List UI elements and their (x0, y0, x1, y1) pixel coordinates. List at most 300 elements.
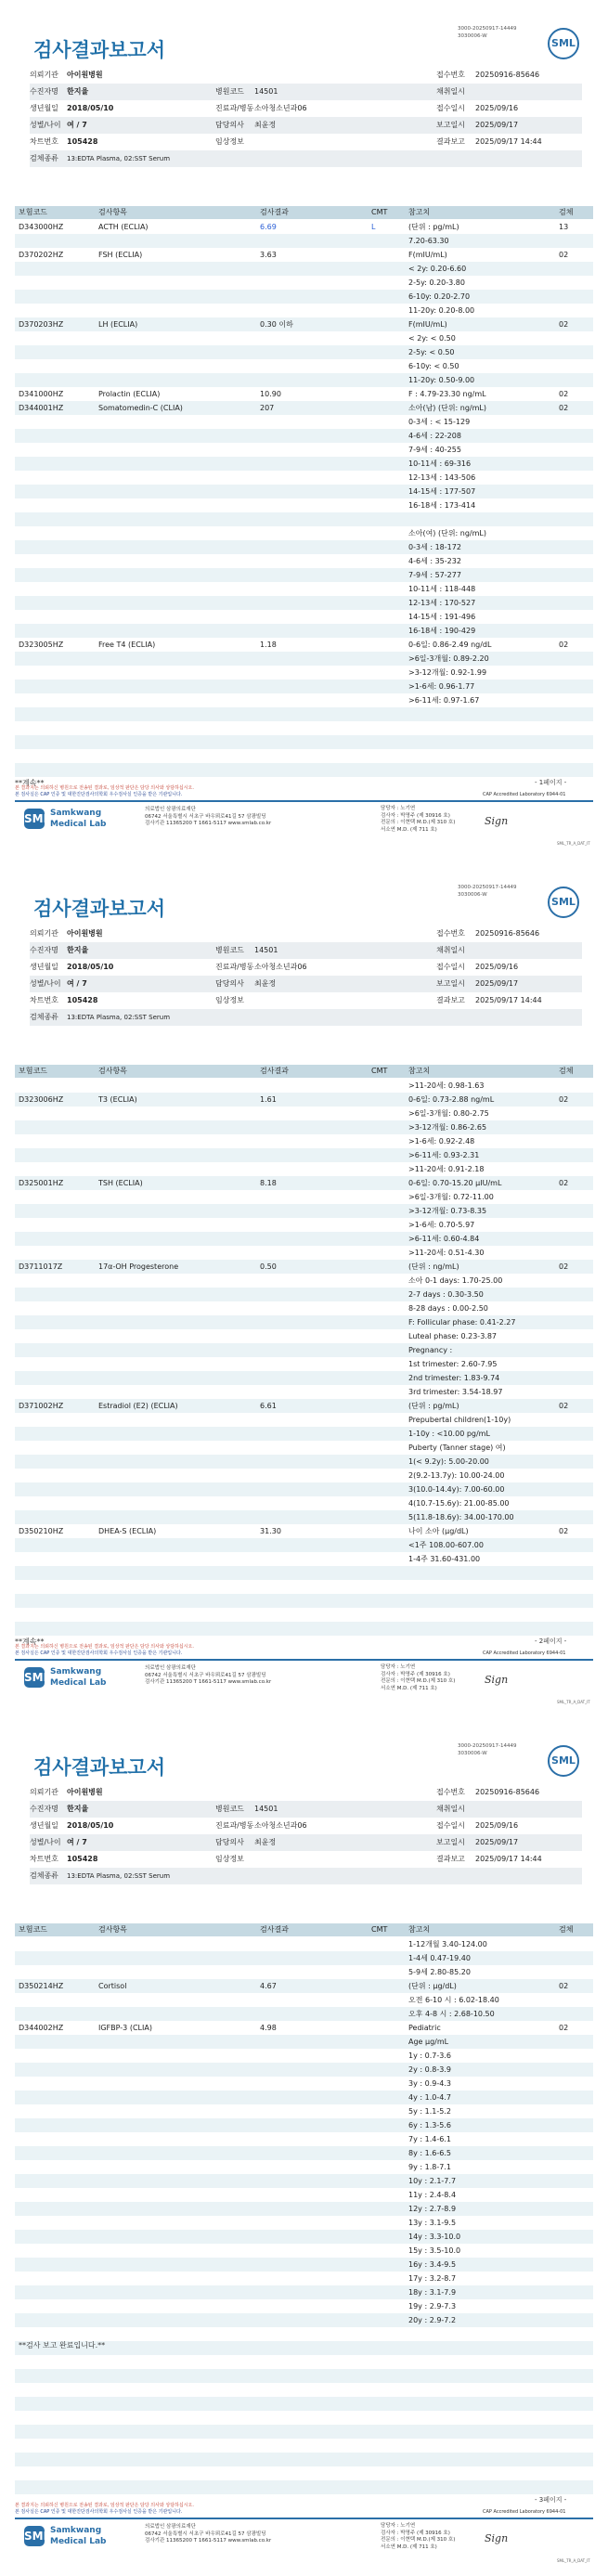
table-row (15, 485, 593, 498)
table-row (15, 1455, 593, 1469)
chart-label: 차트번호 (30, 1855, 58, 1863)
document-number: 3000-20250917-14449 3030006-W (458, 1743, 517, 1756)
table-row (15, 624, 593, 638)
table-row (15, 345, 593, 359)
signer-line: 담당자 : 노기연 (381, 2523, 416, 2529)
sexage-value: 여 / 7 (67, 979, 87, 988)
page-title: 검사결과보고서 (33, 898, 166, 920)
table-row (15, 290, 593, 304)
org-label: 의뢰기관 (30, 1788, 58, 1796)
table-row (15, 1218, 593, 1232)
table-row (15, 1510, 593, 1524)
disclaimer (15, 1644, 442, 1657)
signers (381, 2523, 455, 2551)
cell-item: TSH (ECLIA) (98, 1179, 143, 1187)
cell-ref: >6일-3개월: 0.72-11.00 (408, 1193, 494, 1201)
patient-value: 한지율 (67, 946, 89, 954)
table-row (15, 373, 593, 387)
table-row (15, 693, 593, 707)
cell-ref: 11y : 2.4-8.4 (408, 2191, 457, 2199)
table-row (15, 2216, 593, 2230)
specimen-value: 13:EDTA Plasma, 02:SST Serum (67, 1872, 171, 1880)
table-row (15, 680, 593, 693)
doctor-label: 담당의사 (215, 121, 244, 129)
report-page (0, 0, 608, 859)
birth-label: 생년월일 (30, 1821, 58, 1830)
cell-ref: (단위 : pg/mL) (408, 223, 459, 231)
header-row (30, 942, 582, 959)
cell-result: 0.50 (260, 1262, 277, 1271)
cell-ref: <1주 108.00-607.00 (408, 1541, 484, 1549)
table-row (15, 2355, 593, 2369)
cell-ref: >1-6세: 0.70-5.97 (408, 1221, 475, 1229)
dept-label: 진료과/병동 (215, 963, 254, 971)
cell-ref: 5(11.8-18.6y): 34.00-170.00 (408, 1513, 514, 1521)
ward-value: 14501 (254, 87, 278, 96)
signers (381, 1664, 455, 1692)
cell-item: Estradiol (E2) (ECLIA) (98, 1402, 178, 1410)
table-row (15, 2327, 593, 2341)
cell-code: D341000HZ (19, 390, 64, 398)
cell-code: D350210HZ (19, 1527, 64, 1535)
table-row (15, 1246, 593, 1260)
cell-ref: 1-4세 0.47-19.40 (408, 1954, 471, 1962)
cap-accreditation: CAP Accredited Laboratory 6944-01 (483, 2509, 566, 2515)
cell-ref: >3-12개월: 0.92-1.99 (408, 668, 487, 677)
recv-date-value: 2025/09/16 (475, 963, 519, 971)
cell-ref: 16y : 3.4-9.5 (408, 2260, 457, 2269)
table-row (15, 2188, 593, 2202)
results-table-header (15, 1923, 593, 1936)
table-row (15, 1608, 593, 1622)
cell-ref: 오후 4-8 시 : 2.68-10.50 (408, 2010, 495, 2018)
collect-label: 채취일시 (436, 946, 465, 954)
cell-ref: 0-3세 : < 15-129 (408, 418, 471, 426)
cell-item: DHEA-S (ECLIA) (98, 1527, 157, 1535)
footer-divider (15, 800, 593, 802)
table-row (15, 1329, 593, 1343)
report-value: 2025/09/17 (475, 1838, 519, 1846)
cell-ref: 4y : 1.0-4.7 (408, 2093, 451, 2102)
table-row (15, 1274, 593, 1288)
cell-ref: F(mIU/mL) (408, 320, 447, 329)
result-value: 2025/09/17 14:44 (475, 996, 542, 1004)
cell-code: D370203HZ (19, 320, 64, 329)
result-value: 2025/09/17 14:44 (475, 1855, 542, 1863)
cell-ref: >1-6세: 0.92-2.48 (408, 1137, 475, 1146)
cell-ref: 5-9세 2.80-85.20 (408, 1968, 471, 1976)
table-row (15, 317, 593, 331)
dept-value: 소아청소년과06 (254, 1821, 307, 1830)
table-row (15, 1148, 593, 1162)
table-row (15, 1594, 593, 1608)
signature: Sign (485, 2532, 509, 2544)
report-value: 2025/09/17 (475, 121, 519, 129)
cell-item: 17α-OH Progesterone (98, 1262, 179, 1271)
sexage-label: 성별/나이 (30, 979, 61, 988)
table-row (15, 1176, 593, 1190)
disclaimer-line-2: 본 검사실은 CAP 인증 및 대한진단검사의학회 우수검사실 인증을 받은 기관입니다. (15, 1650, 183, 1656)
table-row (15, 2174, 593, 2188)
address-line: 검사기관 11365200 T 1661-5117 www.smlab.co.kr (145, 821, 272, 826)
signer-line: 전문의 : 이현택 M.D.(제 310 호) (381, 1678, 456, 1684)
address-line: 06742 서울특별시 서초구 바우뫼로41길 57 삼광빌딩 (145, 1672, 266, 1678)
cell-ref: 4-6세 : 35-232 (408, 557, 461, 565)
cell-ref: >11-20세: 0.91-2.18 (408, 1165, 485, 1173)
table-row (15, 2063, 593, 2077)
table-row (15, 401, 593, 415)
cell-ref: 0-6일: 0.70-15.20 µIU/mL (408, 1179, 502, 1187)
patient-label: 수진자명 (30, 946, 58, 954)
table-row (15, 1107, 593, 1120)
table-row (15, 707, 593, 721)
result-label: 결과보고 (436, 1855, 465, 1863)
column-header-result: 검사결과 (260, 1925, 289, 1934)
table-row (15, 1204, 593, 1218)
table-row (15, 2202, 593, 2216)
page-number: - 1페이지 - (535, 779, 567, 786)
patient-value: 한지율 (67, 87, 89, 96)
cell-result: 1.18 (260, 641, 277, 649)
cell-spec: 02 (559, 2024, 569, 2032)
cell-ref: < 2y: < 0.50 (408, 334, 456, 343)
header-row (30, 134, 582, 150)
cell-item: IGFBP-3 (CLIA) (98, 2024, 152, 2032)
patient-label: 수진자명 (30, 1805, 58, 1813)
cell-ref: F: Follicular phase: 0.41-2.27 (408, 1318, 516, 1327)
patient-label: 수진자명 (30, 87, 58, 96)
company-address (145, 1665, 271, 1687)
result-label: 결과보고 (436, 137, 465, 146)
signer-line: 검사자 : 박명주 (제 30916 호) (381, 812, 450, 819)
table-row (15, 2425, 593, 2439)
table-row (15, 512, 593, 526)
company-name-1: Samkwang (50, 2526, 102, 2535)
table-row (15, 457, 593, 471)
continued-text: **계속** (15, 1638, 45, 1646)
address-line: 검사기관 11365200 T 1661-5117 www.smlab.co.kr (145, 2538, 272, 2544)
table-row (15, 554, 593, 568)
header-row (30, 84, 582, 100)
recv-no-value: 20250916-85646 (475, 71, 540, 79)
signer-line: 담당자 : 노기연 (381, 1664, 416, 1670)
signature: Sign (485, 815, 509, 827)
document-number: 3000-20250917-14449 3030006-W (458, 885, 517, 898)
header-row (30, 150, 582, 167)
table-row (15, 2258, 593, 2272)
header-row (30, 992, 582, 1009)
cell-ref: 1-12개월 3.40-124.00 (408, 1940, 487, 1948)
company-logo (24, 807, 136, 835)
cell-ref: 2-7 days : 0.30-3.50 (408, 1290, 484, 1299)
dept-label: 진료과/병동 (215, 104, 254, 112)
table-row (15, 1343, 593, 1357)
continued-text: **계속** (15, 779, 45, 787)
page-title: 검사결과보고서 (33, 39, 166, 61)
cell-ref: 19y : 2.9-7.3 (408, 2302, 457, 2311)
table-row (15, 415, 593, 429)
table-row (15, 1288, 593, 1301)
table-row (15, 1469, 593, 1482)
cell-code: D370202HZ (19, 251, 64, 259)
column-header-ref: 참고치 (408, 1067, 431, 1075)
cell-ref: >3-12개월: 0.86-2.65 (408, 1123, 487, 1132)
table-row (15, 2411, 593, 2425)
chart-label: 차트번호 (30, 137, 58, 146)
cell-ref: 6-10y: < 0.50 (408, 362, 459, 370)
table-row (15, 1482, 593, 1496)
column-header-specimen: 검체 (559, 208, 574, 216)
company-address (145, 807, 271, 828)
recv-date-label: 접수일시 (436, 963, 465, 971)
cell-result: 4.98 (260, 2024, 277, 2032)
patient-header (30, 1784, 582, 1886)
report-page (0, 1717, 608, 2576)
cell-code: D325001HZ (19, 1179, 64, 1187)
cell-ref: (단위 : ng/mL) (408, 1262, 459, 1271)
table-row (15, 2313, 593, 2327)
header-row (30, 1784, 582, 1801)
sml-logo: SML (548, 1745, 579, 1777)
cell-ref: 12-13세 : 170-527 (408, 599, 476, 607)
table-row (15, 2104, 593, 2118)
page-number: - 3페이지 - (535, 2496, 567, 2504)
cell-item: Cortisol (98, 1982, 127, 1990)
table-row (15, 1979, 593, 1993)
cell-ref: 10-11세 : 118-448 (408, 585, 476, 593)
result-value: 2025/09/17 14:44 (475, 137, 542, 146)
table-row (15, 429, 593, 443)
chart-value: 105428 (67, 996, 98, 1004)
cell-ref: 20y : 2.9-7.2 (408, 2316, 457, 2324)
recv-no-value: 20250916-85646 (475, 929, 540, 938)
cell-ref: 7.20-63.30 (408, 237, 449, 245)
cell-item: Somatomedin-C (CLIA) (98, 404, 183, 412)
signer-line: 전문의 : 이현택 M.D.(제 310 호) (381, 2537, 456, 2543)
cell-ref: 1-10y : <10.00 pg/mL (408, 1430, 490, 1438)
cell-item: Free T4 (ECLIA) (98, 641, 156, 649)
table-row (15, 749, 593, 763)
cell-spec: 02 (559, 1095, 569, 1104)
table-row (15, 1120, 593, 1134)
cell-ref: 17y : 3.2-8.7 (408, 2274, 457, 2283)
signature: Sign (485, 1674, 509, 1686)
table-row (15, 763, 593, 777)
birth-value: 2018/05/10 (67, 963, 114, 971)
cell-spec: 13 (559, 223, 569, 231)
table-row (15, 540, 593, 554)
table-row (15, 2132, 593, 2146)
cell-spec: 02 (559, 251, 569, 259)
table-row (15, 2480, 593, 2494)
company-logo (24, 2524, 136, 2552)
clinical-label: 임상정보 (215, 137, 244, 146)
cell-item: ACTH (ECLIA) (98, 223, 149, 231)
table-row (15, 2453, 593, 2466)
signer-line: 담당자 : 노기연 (381, 806, 416, 811)
recv-date-label: 접수일시 (436, 104, 465, 112)
cell-ref: 4(10.7-15.6y): 21.00-85.00 (408, 1499, 510, 1508)
cell-ref: 나이 소아 (µg/dL) (408, 1527, 469, 1535)
table-row (15, 2466, 593, 2480)
cell-code: D344001HZ (19, 404, 64, 412)
table-row (15, 2118, 593, 2132)
cell-ref: 14-15세 : 191-496 (408, 613, 476, 621)
cell-ref: 1(< 9.2y): 5.00-20.00 (408, 1457, 489, 1466)
cell-ref: 12y : 2.7-8.9 (408, 2205, 457, 2213)
cell-code: D323005HZ (19, 641, 64, 649)
dept-value: 소아청소년과06 (254, 104, 307, 112)
signers (381, 806, 455, 834)
report-label: 보고일시 (436, 1838, 465, 1846)
company-address (145, 2524, 271, 2545)
sexage-label: 성별/나이 (30, 1838, 61, 1846)
header-row (30, 100, 582, 117)
cell-ref: 소아(여) (단위: ng/mL) (408, 529, 486, 537)
signer-line: 서소연 M.D. (제 711 호) (381, 1685, 437, 1691)
cell-ref: 10-11세 : 69-316 (408, 460, 472, 468)
table-row (15, 331, 593, 345)
table-row (15, 1993, 593, 2007)
company-mark: SML (24, 1667, 45, 1688)
table-row (15, 1965, 593, 1979)
header-row (30, 67, 582, 84)
table-row (15, 234, 593, 248)
table-row (15, 2439, 593, 2453)
table-row (15, 2244, 593, 2258)
birth-value: 2018/05/10 (67, 1821, 114, 1830)
table-row (15, 1385, 593, 1399)
table-row (15, 2160, 593, 2174)
recv-no-label: 접수번호 (436, 929, 465, 938)
cell-item: FSH (ECLIA) (98, 251, 143, 259)
table-row (15, 1079, 593, 1093)
table-row (15, 1371, 593, 1385)
table-row (15, 2230, 593, 2244)
sml-logo: SML (548, 887, 579, 918)
cell-item: LH (ECLIA) (98, 320, 138, 329)
table-row (15, 2077, 593, 2091)
table-row (15, 1260, 593, 1274)
table-row (15, 387, 593, 401)
cell-code: D344002HZ (19, 2024, 64, 2032)
table-row (15, 2272, 593, 2285)
cell-ref: 오전 6-10 시 : 6.02-18.40 (408, 1996, 499, 2004)
cell-ref: >6-11세: 0.97-1.67 (408, 696, 480, 705)
disclaimer-line-1: 본 결과지는 의뢰하신 병원으로 전송된 결과로, 임상적 판단은 담당 의사와 상담하십시오. (15, 1644, 194, 1650)
cell-ref: 2-5y: < 0.50 (408, 348, 455, 356)
doctor-value: 최윤정 (254, 979, 277, 988)
cell-ref: >6-11세: 0.60-4.84 (408, 1235, 480, 1243)
cell-result: 4.67 (260, 1982, 277, 1990)
cell-ref: 15y : 3.5-10.0 (408, 2246, 461, 2255)
cell-ref: 14-15세 : 177-507 (408, 487, 476, 496)
table-row (15, 1538, 593, 1552)
cell-spec: 02 (559, 1402, 569, 1410)
cell-ref: Pediatric (408, 2024, 441, 2032)
table-row (15, 276, 593, 290)
org-value: 아이원병원 (67, 1788, 103, 1796)
table-row (15, 1566, 593, 1580)
recv-no-value: 20250916-85646 (475, 1788, 540, 1796)
specimen-label: 검체종류 (30, 1871, 58, 1880)
cell-spec: 02 (559, 1262, 569, 1271)
header-row (30, 1834, 582, 1851)
address-line: 의료법인 삼광의료재단 (145, 1665, 196, 1671)
cap-accreditation: CAP Accredited Laboratory 6944-01 (483, 792, 566, 797)
sexage-label: 성별/나이 (30, 121, 61, 129)
company-name-2: Medical Lab (50, 2537, 107, 2546)
cell-result: 6.61 (260, 1402, 277, 1410)
cell-ref: 16-18세 : 173-414 (408, 501, 476, 510)
cell-ref: 7y : 1.4-6.1 (408, 2135, 451, 2143)
cell-ref: 12-13세 : 143-506 (408, 473, 476, 482)
table-row (15, 568, 593, 582)
cell-ref: 2(9.2-13.7y): 10.00-24.00 (408, 1471, 505, 1480)
doctor-label: 담당의사 (215, 1838, 244, 1846)
cell-spec: 02 (559, 320, 569, 329)
table-row (15, 471, 593, 485)
result-label: 결과보고 (436, 996, 465, 1004)
chart-value: 105428 (67, 1855, 98, 1863)
table-row (15, 1937, 593, 1951)
cell-ref: >6-11세: 0.93-2.31 (408, 1151, 480, 1159)
cell-ref: 18y : 3.1-7.9 (408, 2288, 457, 2297)
table-row (15, 1427, 593, 1441)
recv-date-label: 접수일시 (436, 1821, 465, 1830)
ward-value: 14501 (254, 1805, 278, 1813)
cell-ref: >1-6세: 0.96-1.77 (408, 682, 475, 691)
table-row (15, 1951, 593, 1965)
footer-divider (15, 2518, 593, 2519)
cell-spec: 02 (559, 390, 569, 398)
column-header-item: 검사항목 (98, 1925, 127, 1934)
table-row (15, 1524, 593, 1538)
cell-ref: (단위 : µg/dL) (408, 1982, 457, 1990)
table-row (15, 638, 593, 652)
cell-ref: 9y : 1.8-7.1 (408, 2163, 451, 2171)
specimen-value: 13:EDTA Plasma, 02:SST Serum (67, 155, 171, 162)
collect-label: 채취일시 (436, 1805, 465, 1813)
cell-ref: F : 4.79-23.30 ng/mL (408, 390, 486, 398)
table-row (15, 666, 593, 680)
column-header-result: 검사결과 (260, 208, 289, 216)
column-header-code: 보험코드 (19, 1067, 47, 1075)
table-row (15, 596, 593, 610)
org-label: 의뢰기관 (30, 71, 58, 79)
ward-label: 병원코드 (215, 1805, 244, 1813)
org-label: 의뢰기관 (30, 929, 58, 938)
cell-ref: Age µg/mL (408, 2038, 449, 2046)
table-row (15, 220, 593, 234)
table-row (15, 1496, 593, 1510)
address-line: 06742 서울특별시 서초구 바우뫼로41길 57 삼광빌딩 (145, 2531, 266, 2537)
cell-ref: 소아 0-1 days: 1.70-25.00 (408, 1276, 503, 1285)
report-page (0, 859, 608, 1717)
header-row (30, 117, 582, 134)
cell-ref: 2-5y: 0.20-3.80 (408, 278, 465, 287)
chart-value: 105428 (67, 137, 98, 146)
cell-ref: < 2y: 0.20-6.60 (408, 265, 467, 273)
recv-date-value: 2025/09/16 (475, 104, 519, 112)
cell-ref: 3rd trimester: 3.54-18.97 (408, 1388, 503, 1396)
ward-label: 병원코드 (215, 87, 244, 96)
page-number: - 2페이지 - (535, 1638, 567, 1645)
table-row (15, 1399, 593, 1413)
table-row (15, 610, 593, 624)
table-row (15, 2146, 593, 2160)
table-row (15, 1413, 593, 1427)
